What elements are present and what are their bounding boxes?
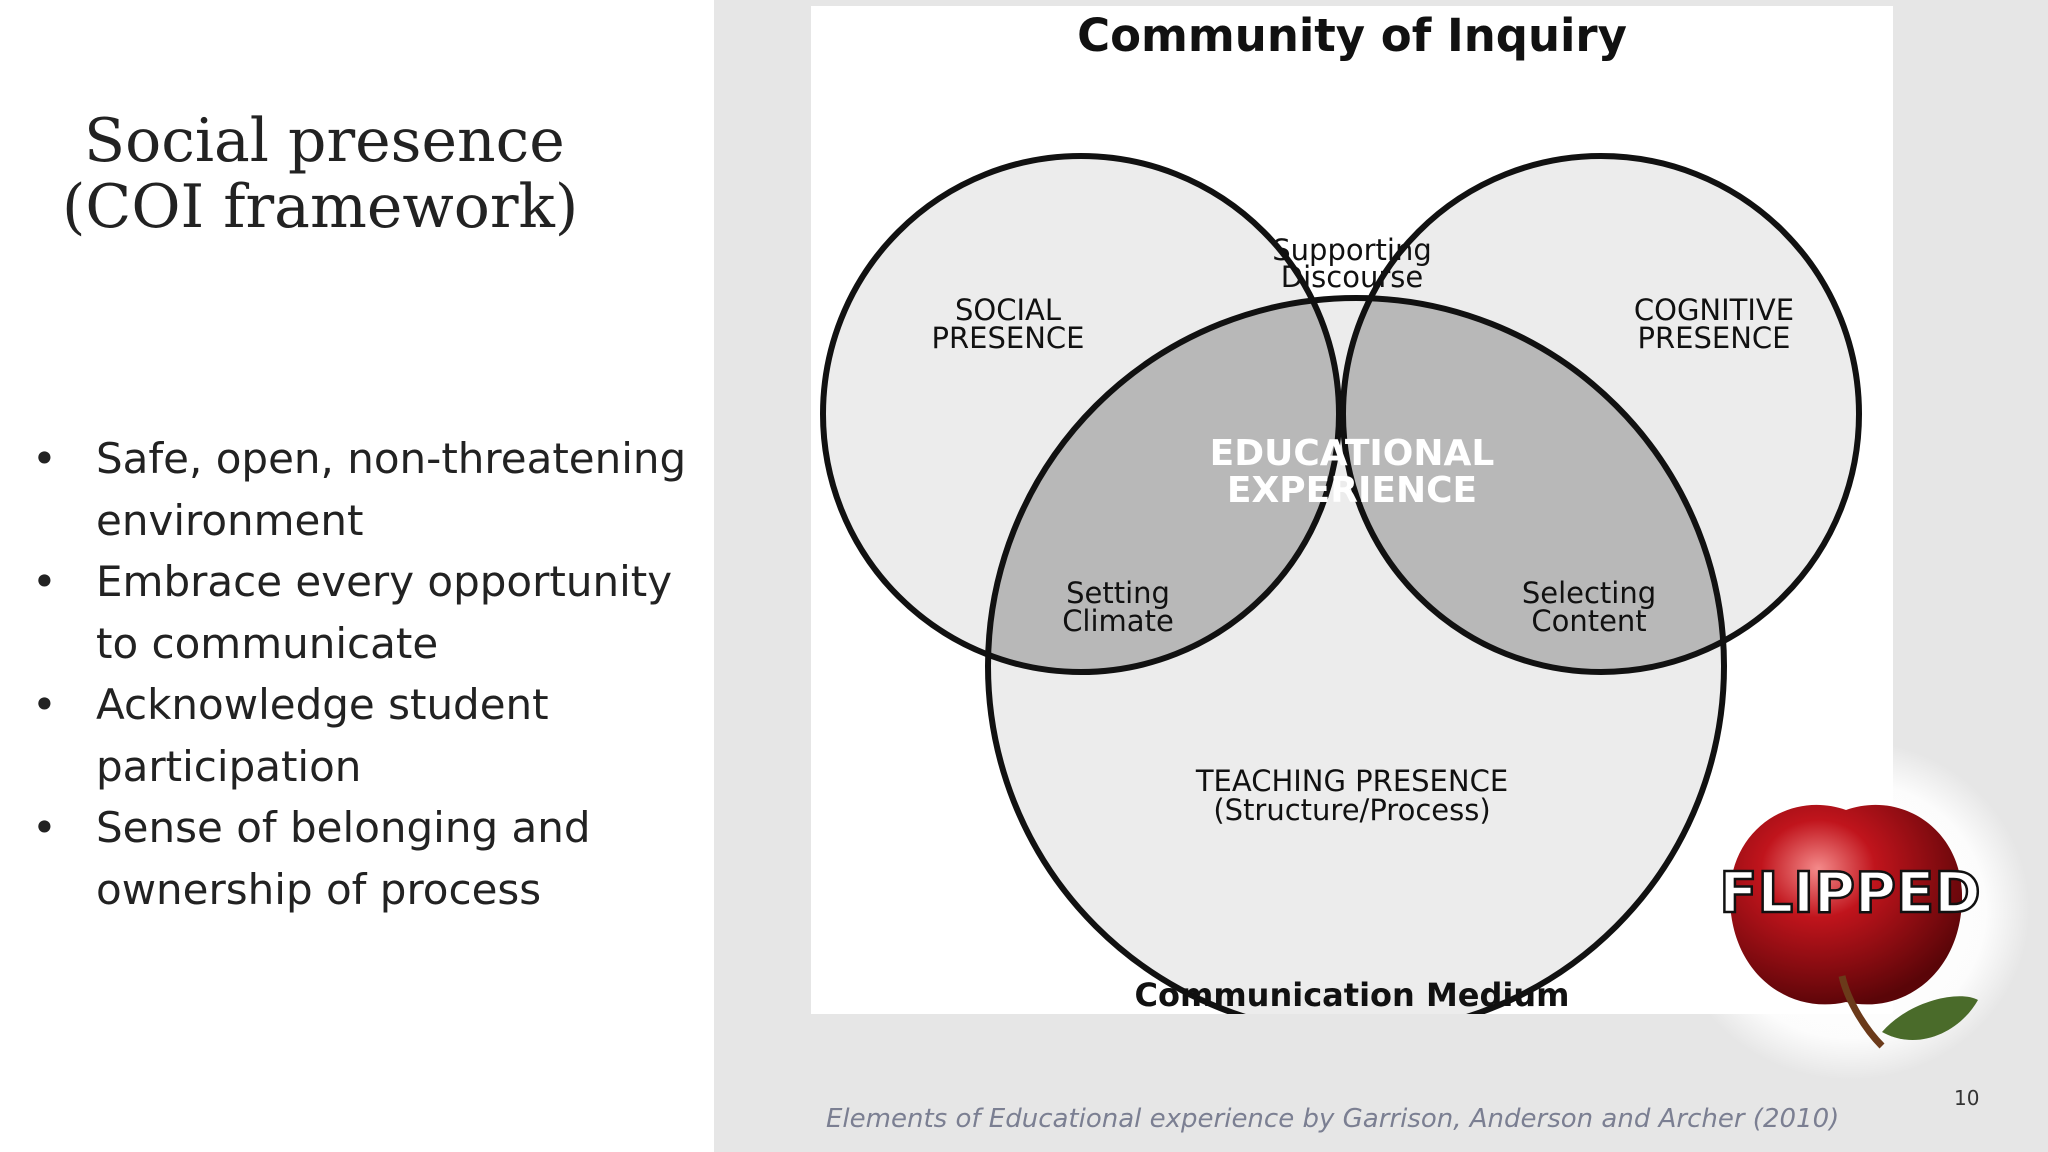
bullet-line: Embrace every opportunity (96, 557, 673, 606)
setting-climate-label: Setting (1066, 576, 1170, 610)
communication-medium-label: Communication Medium (1134, 976, 1570, 1014)
bullet-marker: • (32, 434, 57, 483)
social-presence-label: PRESENCE (931, 321, 1085, 355)
bullet-marker: • (32, 803, 57, 852)
bullet-line: environment (96, 495, 364, 545)
slide-title-line-1: Social presence (84, 106, 565, 176)
bullet-line: Acknowledge student (96, 680, 549, 729)
supporting-discourse-label: Supporting (1272, 233, 1432, 267)
cognitive-presence-label: COGNITIVE (1633, 293, 1795, 327)
bullet-item (26, 551, 706, 674)
educational-experience-label: EXPERIENCE (1226, 470, 1478, 511)
flipped-logo (1670, 740, 2030, 1080)
selecting-content-label: Selecting (1521, 576, 1657, 610)
figure-caption: Elements of Educational experience by Garrison, Anderson and Archer (2010) (826, 1104, 1840, 1134)
diagram-title: Community of Inquiry (1077, 9, 1627, 62)
teaching-presence-label: (Structure/Process) (1213, 793, 1491, 827)
selecting-content-label: Content (1531, 604, 1647, 638)
page-number: 10 (1954, 1086, 1980, 1110)
slide-title-line-2: (COI framework) (62, 172, 579, 242)
bullet-item (26, 797, 706, 920)
bullet-line: to communicate (96, 618, 439, 668)
bullet-marker: • (32, 557, 57, 606)
bullet-line: participation (96, 741, 362, 791)
educational-experience-label: EDUCATIONAL (1209, 433, 1495, 474)
supporting-discourse-label: Discourse (1280, 260, 1424, 294)
bullet-line: Safe, open, non-threatening (96, 434, 687, 483)
social-presence-label: SOCIAL (954, 293, 1062, 327)
logo-text: FLIPPED (1719, 861, 1981, 926)
cognitive-presence-label: PRESENCE (1637, 321, 1791, 355)
bullet-marker: • (32, 680, 57, 729)
bullet-item (26, 674, 706, 797)
setting-climate-label: Climate (1062, 604, 1174, 638)
teaching-presence-label: TEACHING PRESENCE (1195, 764, 1509, 798)
bullet-line: ownership of process (96, 864, 542, 914)
bullet-list (26, 428, 706, 920)
slide-title (62, 108, 682, 240)
bullet-item (26, 428, 706, 551)
bullet-line: Sense of belonging and (96, 803, 591, 852)
